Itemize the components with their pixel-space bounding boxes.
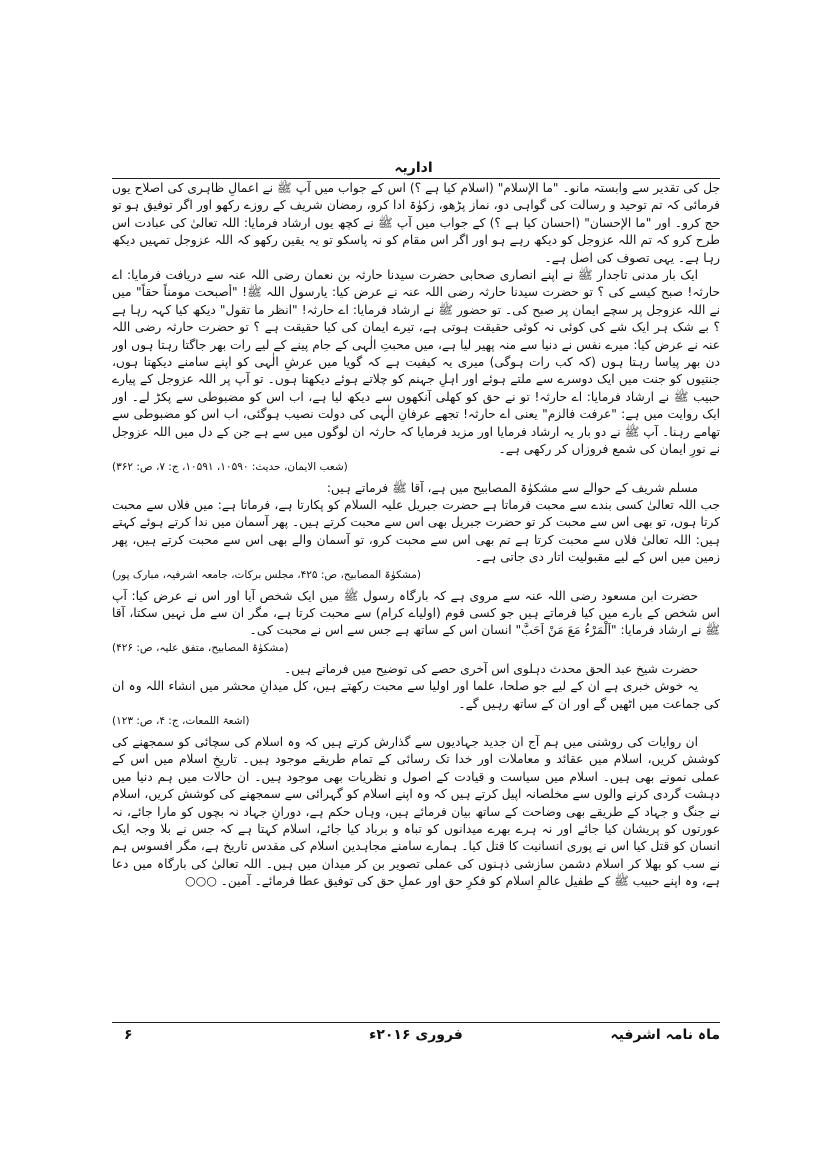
paragraph: ایک بار مدنی تاجدار ﷺ نے اپنے انصاری صحابی حضرت سیدنا حارثہ بن نعمان رضی اللہ عنہ سے دریافت فرمایا: اے حارثہ! صبح کیسے کی ؟ تو حضرت سیدنا حارثہ رضی اللہ عنہ نے عرض کیا: یارسول اللہ ﷺ! "أصبحت مومناً حقاً" میں نے اللہ عزوجل پر سچے ایمان پر صبح کی۔ تو حضور ﷺ نے ارشاد فرمایا: اے حارثہ! "انظر ما تقول" دیکھ کیا کہہ رہا ہے ؟ بے شک ہر ایک شے کی کوئی نہ کوئی حقیقت ہوتی ہے، تیرے ایمان کی کیا حقیقت ہے ؟ تو حضرت حارثہ رضی اللہ عنہ نے عرض کیا: میرے نفس نے دنیا سے منہ پھیر لیا ہے، میں محبتِ الٰہی کے جام پینے کے لیے رات بھر جاگتا رہتا ہوں اور دن بھر پیاسا رہتا ہوں (کہ کب رات ہوگی) میری یہ کیفیت ہے کہ گویا میں عرشِ الٰہی کو اپنے سامنے دیکھتا ہوں، جنتیوں کو جنت میں ایک دوسرے سے ملتے ہوئے اور اہلِ جہنم کو چلاتے ہوئے دیکھتا ہوں۔ تو آپ پر اللہ عزوجل کے پیارے حبیب ﷺ نے ارشاد فرمایا: اے حارثہ! تو نے حق کو کھلی آنکھوں سے دیکھ لیا ہے، اب اس کو مضبوطی سے پکڑ لے۔ اور ایک روایت میں ہے: "عرفت فالزم" یعنی اے حارثہ! تجھے عرفانِ الٰہی کی دولت نصیب ہوگئی، اب اس کو مضبوطی سے تھامے رہنا۔ آپ ﷺ نے دو بار یہ ارشاد فرمایا اور مزید فرمایا کہ حارثہ ان لوگوں میں سے ہے جن کے دل میں اللہ عزوجل نے نورِ ایمان کی شمع فروزاں کر رکھی ہے۔ <box>112 268 720 457</box>
section-title: اداریہ <box>394 160 433 176</box>
citation: (مشکوٰۃ المصابیح، متفق علیہ، ص: ۴۲۶) <box>112 641 289 654</box>
paragraph: ان روایات کی روشنی میں ہم آج ان جدید جہادیوں سے گذارش کرتے ہیں کہ وہ اسلام کی سچائی کو سمجھنے کی کوشش کریں، اسلام میں عقائد و معاملات اور خدا تک رسائی کے تمام طریقے موجود ہیں۔ تاریخِ اسلام میں اس کے عملی نمونے بھی ہیں۔ اسلام میں سیاست و قیادت کے اصول و نظریات بھی موجود ہیں۔ ان حالات میں ہم دنیا میں دہشت گردی کرنے والوں سے مخلصانہ اپیل کرتے ہیں کہ وہ اپنے اسلام کو گہرائی سے سمجھنے کی کوشش کریں، اسلام نے جنگ و جہاد کے طریقے بھی وضاحت کے ساتھ بیان فرمائے ہیں، وہاں حکم ہے، دورانِ جہاد نہ بچوں کو مارا جائے، نہ عورتوں کو پریشان کیا جائے اور نہ ہرے بھرے میدانوں کو تباہ و برباد کیا جائے، اسلام کہتا ہے کہ جس نے بلا وجہ ایک انسان کو قتل کیا اس نے پوری انسانیت کا قتل کیا۔ ہمارے سامنے مجاہدین اسلام کی مقدس تاریخ ہے، مگر افسوس ہم نے سب کو بھلا کر اسلام دشمن سازشی ذہنوں کی عملی تصویر بن کر میدان میں ہیں۔ اللہ تعالیٰ کی بارگاہ میں دعا ہے، وہ اپنے حبیب ﷺ کے طفیل عالمِ اسلام کو فکرِ حق اور عملِ حق کی توفیق عطا فرمائے۔ آمین۔ ○○○ <box>112 734 720 889</box>
paragraph: حضرت شیخ عبد الحق محدث دہلوی اس آخری حصے کی توضیح میں فرماتے ہیں۔ <box>284 661 698 676</box>
page-number: ۶ <box>124 1027 133 1043</box>
paragraph: جب اللہ تعالیٰ کسی بندے سے محبت فرماتا ہے حضرت جبریل علیہ السلام کو پکارتا ہے، فرماتا ہے: میں فلاں سے محبت کرتا ہوں، تو بھی اس سے محبت کر تو حضرت جبریل بھی اس سے محبت کرتے ہیں۔ پھر آسمان میں ندا کرتے ہوئے کہتے ہیں: اللہ تعالیٰ فلاں سے محبت کرتا ہے تم بھی اس سے محبت کرو، تو آسمان والے بھی اس سے محبت کرتے ہیں، پھر زمین میں اس کے لیے مقبولیت اتار دی جاتی ہے۔ <box>112 497 720 565</box>
issue-date: فروری ۲۰۱۶ء <box>369 1027 463 1043</box>
header-rule <box>112 178 720 179</box>
citation: (مشکوٰۃ المصابیح، ص: ۴۲۵، مجلس برکات، جامعہ اشرفیہ، مبارک پور) <box>112 568 422 581</box>
citation: (شعب الایمان، حدیث: ۱۰۵۹۰، ۱۰۵۹۱، ج: ۷، ص: ۳۶۲) <box>112 460 348 473</box>
magazine-name: ماہ نامہ اشرفیہ <box>610 1027 720 1043</box>
footer-rule <box>112 1022 720 1023</box>
paragraph: یہ خوش خبری ہے ان کے لیے جو صلحا، علما اور اولیا سے محبت رکھتے ہیں، کل میدانِ محشر میں انشاء اللہ وہ ان کی جماعت میں اٹھیں گے اور ان کے ساتھ رہیں گے۔ <box>112 679 720 711</box>
paragraph: حضرت ابن مسعود رضی اللہ عنہ سے مروی ہے کہ بارگاہ رسول ﷺ میں ایک شخص آیا اور اس نے عرض کیا: آپ اس شخص کے بارے میں کیا فرماتے ہیں جو کسی قوم (اولیاے کرام) سے محبت کرتا ہے، مگر ان سے مل نہیں سکتا، آقا ﷺ نے ارشاد فرمایا: "اَلْمَرْءُ مَعَ مَنْ اَحَبَّ" انسان اس کے ساتھ ہے جس سے اس نے محبت کی۔ <box>112 588 720 638</box>
paragraph: مسلم شریف کے حوالے سے مشکوٰۃ المصابیح میں ہے، آقا ﷺ فرماتے ہیں: <box>326 480 698 495</box>
paragraph: جل کی تقدیر سے وابستہ مانو۔ "ما الإسلام" (اسلام کیا ہے ؟) اس کے جواب میں آپ ﷺ نے اعمالِ ظاہری کی اصلاح یوں فرمائی کہ تم توحید و رسالت کی گواہی دو، نماز پڑھو، زکوٰۃ ادا کرو، رمضان شریف کے روزے رکھو اور اگر توفیق ہو تو حج کرو۔ اور "ما الإحسان" (احسان کیا ہے ؟) کے جواب میں آپ ﷺ نے کچھ یوں ارشاد فرمایا: اللہ تعالیٰ کی عبادت اس طرح کرو کہ تم اللہ عزوجل کو دیکھ رہے ہو اور اگر اس مقام کو نہ پاسکو تو یہ یقین رکھو کہ اللہ عزوجل تمہیں دیکھ رہا ہے۔ یہی تصوف کی اصل ہے۔ <box>112 181 720 265</box>
page-footer <box>112 1027 720 1049</box>
article-body <box>112 180 720 915</box>
citation: (اشعۃ اللمعات، ج: ۴، ص: ۱۲۳) <box>112 714 250 727</box>
